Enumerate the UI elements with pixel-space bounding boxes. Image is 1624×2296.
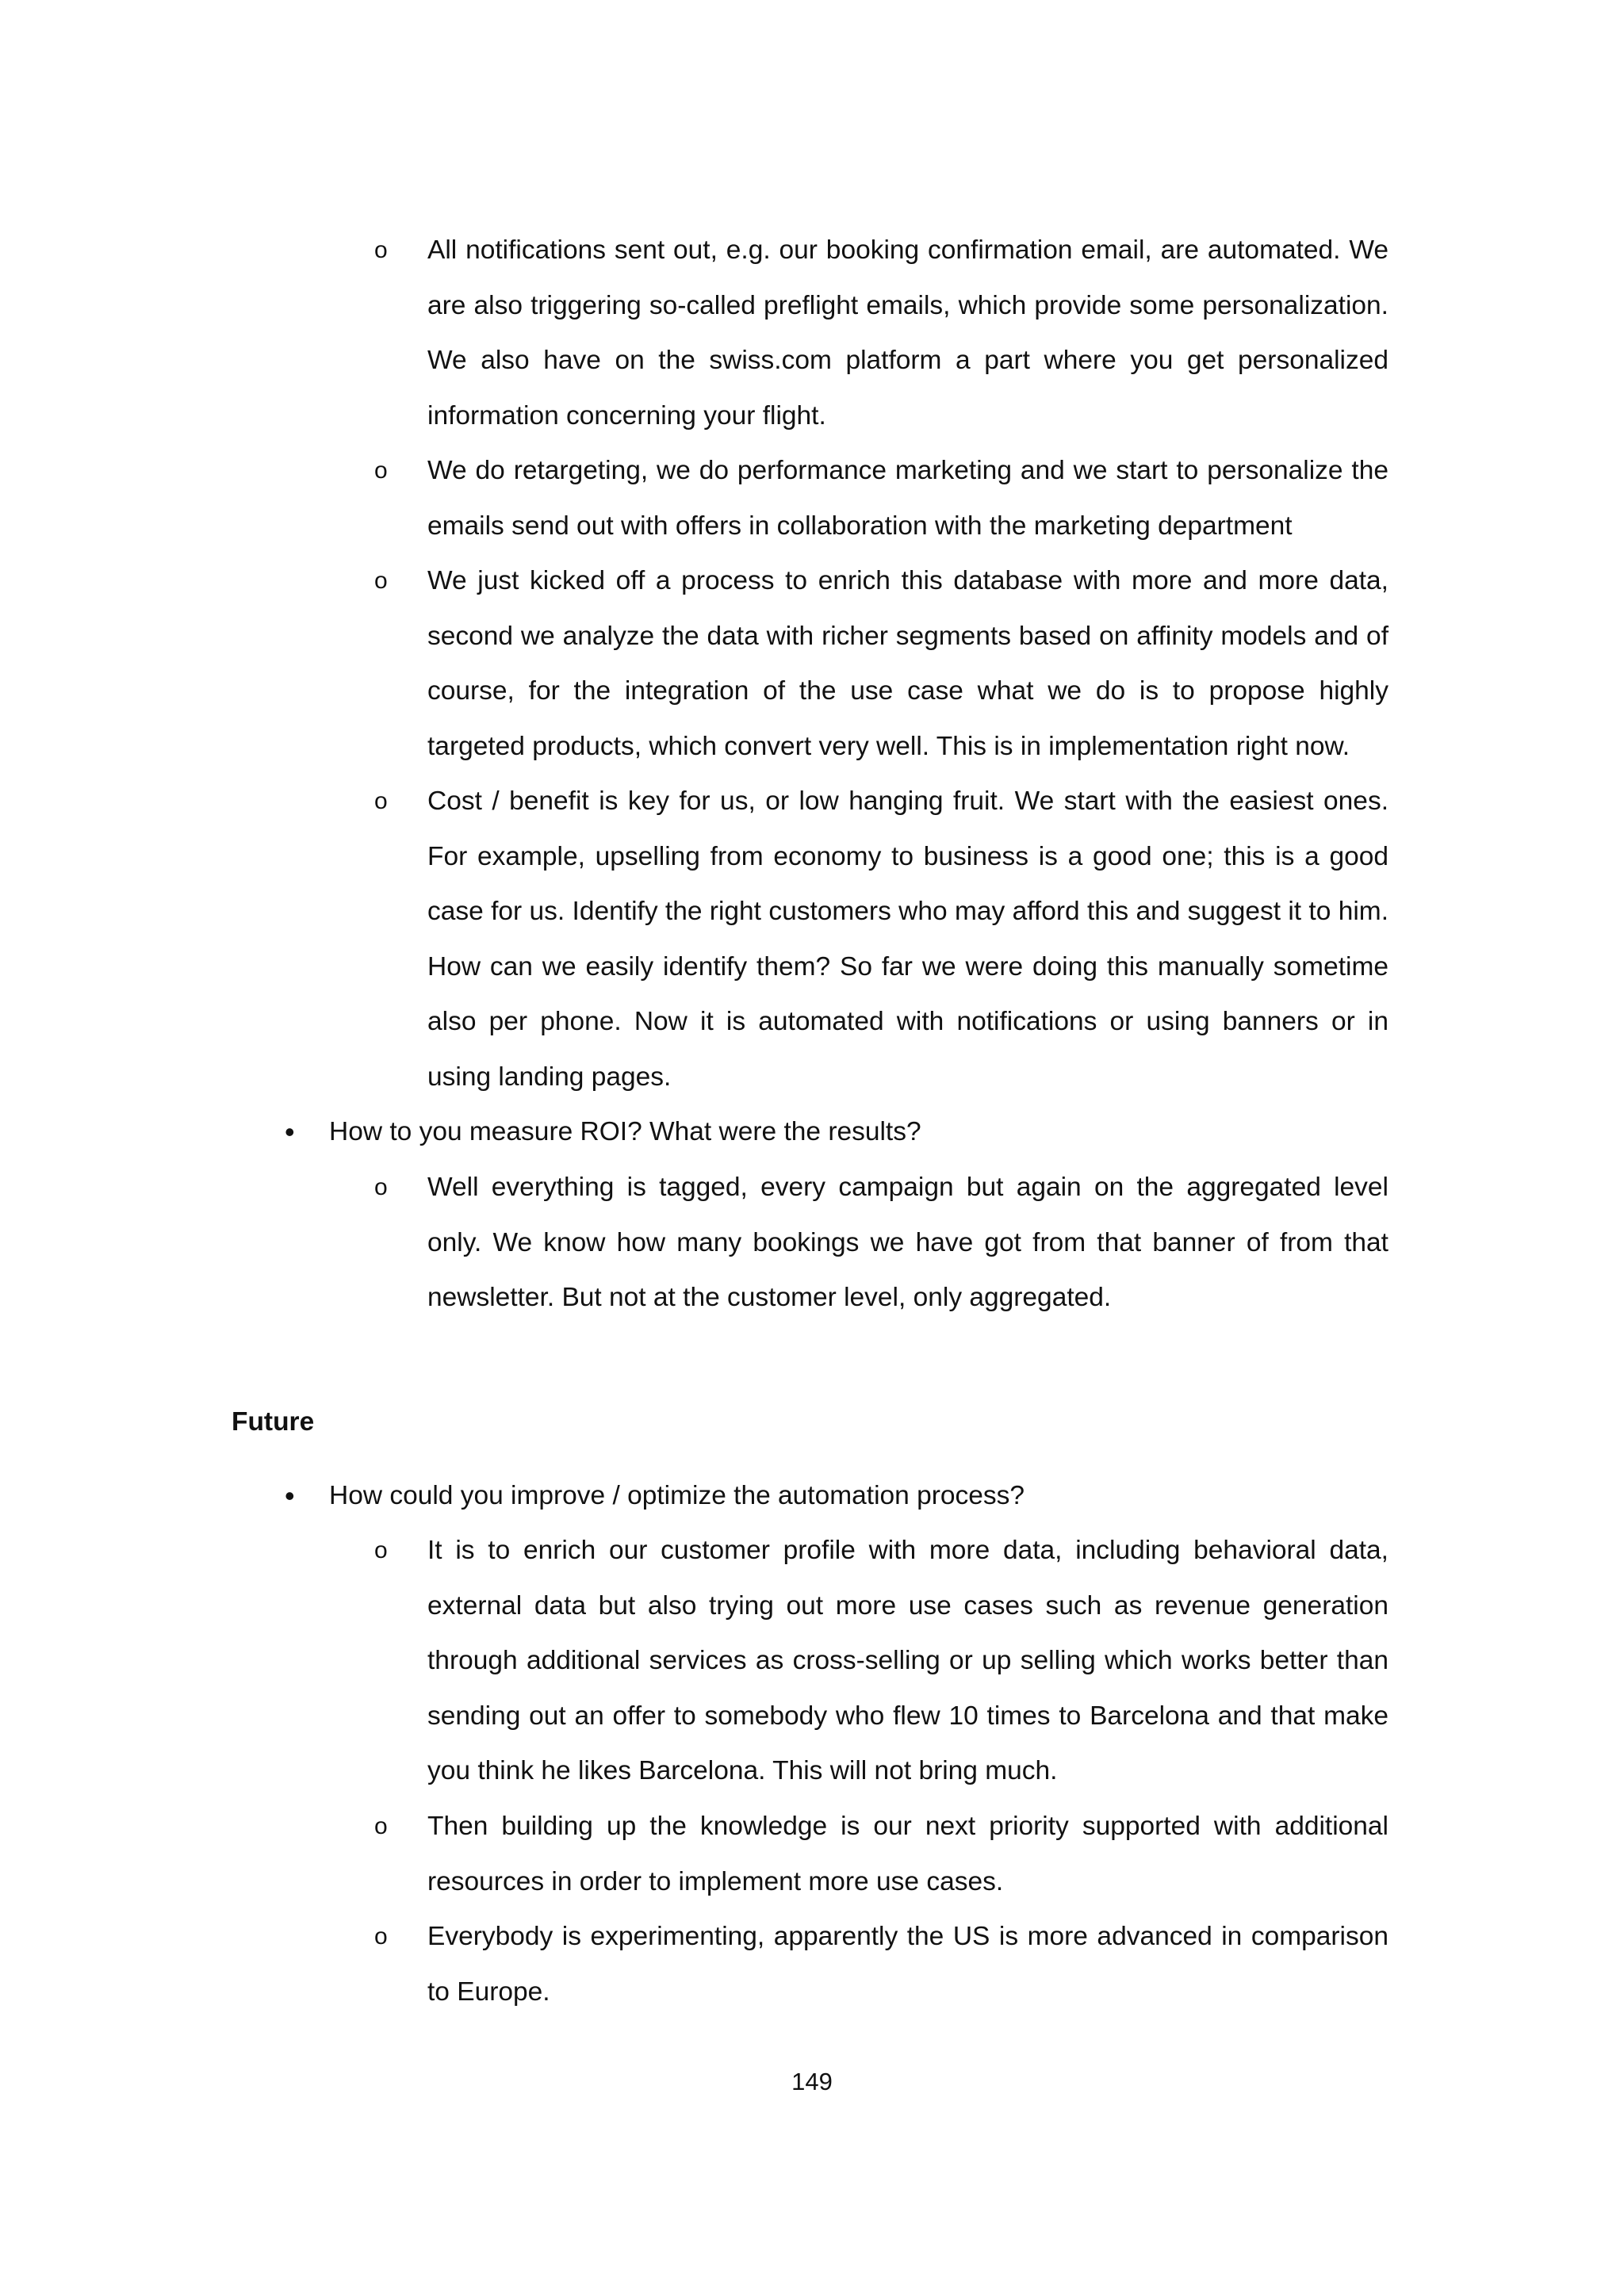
list-item-text: Cost / benefit is key for us, or low hanging fruit. We start with the easiest ones. For example, upselling from economy to business is a good one; this is a good case for us. Identify the right customers who may afford this and suggest it to him. How can we easily identify them? So far we were doing this manually sometime also per phone. Now it is automated with notifications or using banners or in using landing pages. — [427, 786, 1388, 1092]
list-item — [374, 1523, 1388, 1799]
bullet-marker: • — [285, 1115, 295, 1148]
list-item-text: Well everything is tagged, every campaign but again on the aggregated level only. We know how many bookings we have got from that banner of from that newsletter. But not at the customer level, only aggregated. — [427, 1173, 1388, 1312]
list-item — [374, 553, 1388, 774]
list-item — [374, 1909, 1388, 2019]
question-item — [285, 1468, 1388, 1524]
sub-bullet-marker: o — [374, 1537, 388, 1563]
list-item — [374, 443, 1388, 553]
list-item-text: Everybody is experimenting, apparently the US is more advanced in comparison to Europe. — [427, 1922, 1388, 2007]
list-item — [374, 774, 1388, 1104]
list-item-text: Then building up the knowledge is our next priority supported with additional resources in order to implement more use cases. — [427, 1812, 1388, 1896]
list-item-text: We do retargeting, we do performance marketing and we start to personalize the emails send out with offers in collaboration with the marketing department — [427, 456, 1388, 541]
sub-bullet-marker: o — [374, 1923, 388, 1950]
list-item — [374, 223, 1388, 443]
page-number: 149 — [791, 2068, 833, 2095]
list-item — [374, 1160, 1388, 1326]
list-item-text: It is to enrich our customer profile with more data, including behavioral data, external data but also trying out more use cases such as revenue generation through additional services as cross-selling or up selling which works better than sending out an offer to somebody who flew 10 times to Barcelona and that make you think he likes Barcelona. This will not bring much. — [427, 1536, 1388, 1785]
sub-bullet-marker: o — [374, 568, 388, 594]
question-item — [285, 1104, 1388, 1160]
section-heading: Future — [232, 1407, 315, 1437]
question-text: How to you measure ROI? What were the results? — [329, 1117, 921, 1146]
sub-bullet-marker: o — [374, 457, 388, 484]
question-text: How could you improve / optimize the automation process? — [329, 1481, 1025, 1510]
list-item-text: We just kicked off a process to enrich this database with more and more data, second we analyze the data with richer segments based on affinity models and of course, for the integration of the use case what we do is to propose highly targeted products, which convert very well. This is in implementation right now. — [427, 566, 1388, 761]
bullet-marker: • — [285, 1479, 295, 1512]
sub-bullet-marker: o — [374, 237, 388, 263]
sub-bullet-marker: o — [374, 1174, 388, 1200]
list-item — [374, 1799, 1388, 1909]
list-item-text: All notifications sent out, e.g. our booking confirmation email, are automated. We are also triggering so-called preflight emails, which provide some personalization. We also have on the swiss.com platform a part where you get personalized information concerning your flight. — [427, 235, 1388, 430]
sub-bullet-marker: o — [374, 1813, 388, 1839]
sub-bullet-marker: o — [374, 788, 388, 814]
